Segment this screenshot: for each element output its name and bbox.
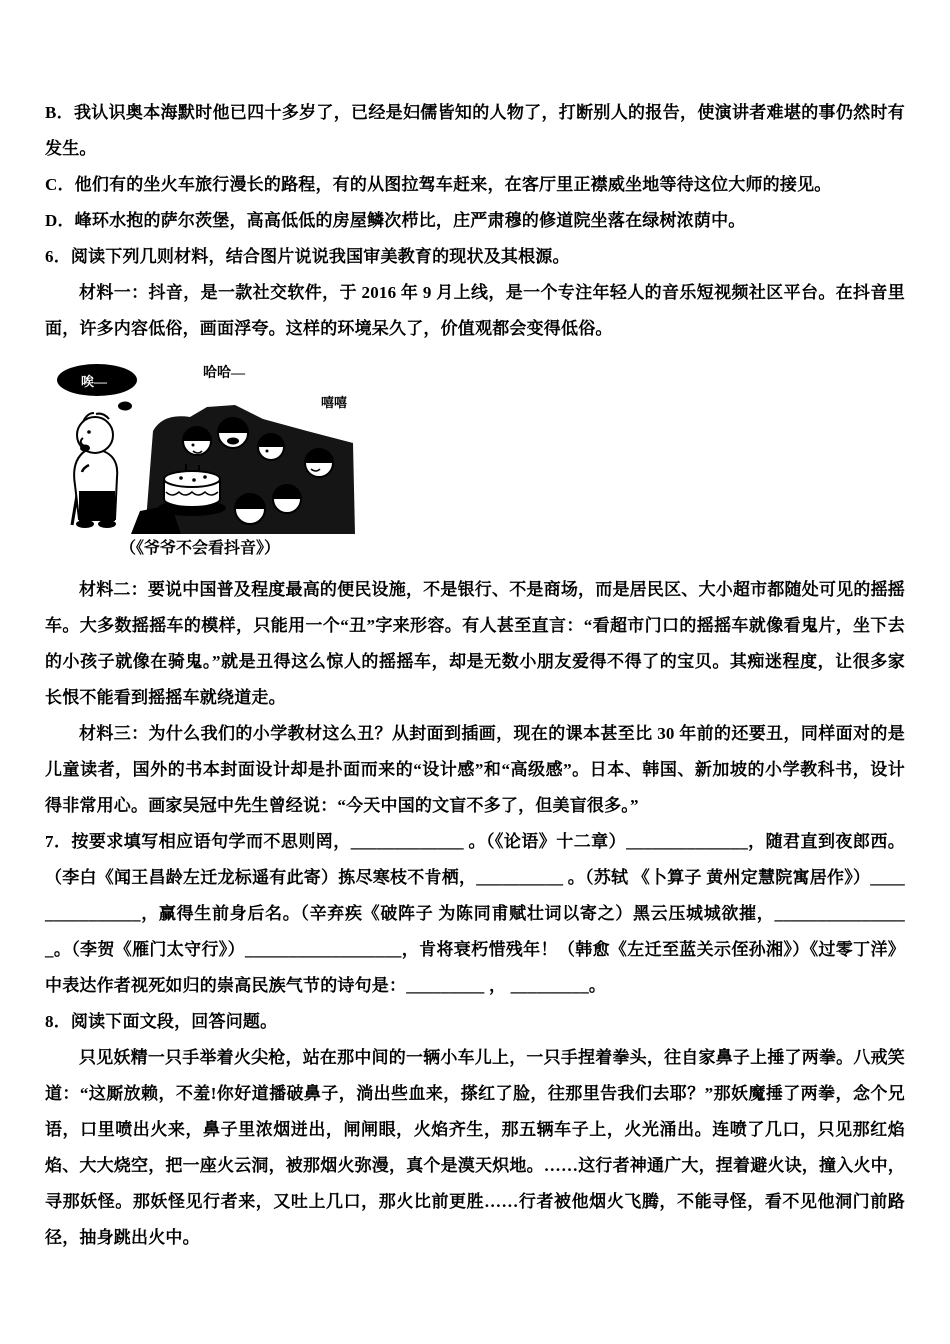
option-b-text: B．我认识奥本海默时他已四十多岁了，已经是妇儒皆知的人物了，打断别人的报告，使演讲者难堪的事仍然时有发生。 bbox=[45, 103, 905, 158]
material-2-paragraph: 材料二：要说中国普及程度最高的便民设施，不是银行、不是商场，而是居民区、大小超市都随处可见的摇摇车。大多数摇摇车的模样，只能用一个“丑”字来形容。有人甚至直言：“看超市门口的摇摇车就像看鬼片，坐下去的小孩子就像在骑鬼。”就是丑得这么惊人的摇摇车，却是无数小朋友爱得不得了的宝贝。其痴迷程度，让很多家长恨不能看到摇摇车就绕道走。 bbox=[45, 580, 905, 707]
laugh-text-right: 嘻嘻 bbox=[321, 395, 348, 410]
option-d-text: D．峰环水抱的萨尔茨堡，高高低低的房屋鳞次栉比，庄严肃穆的修道院坐落在绿树浓荫中。 bbox=[45, 211, 746, 230]
sigh-bubble bbox=[57, 364, 137, 411]
crowd-head bbox=[218, 418, 248, 448]
crowd-head bbox=[273, 485, 301, 513]
sigh-bubble-text: 唉— bbox=[81, 374, 108, 389]
crowd-figure bbox=[131, 405, 355, 534]
crowd-head bbox=[235, 494, 265, 524]
crowd-head bbox=[183, 427, 211, 455]
question-7-paragraph: 7．按要求填写相应语句学而不思则罔，_____________ 。（《论语》十二章）______________，随君直到夜郎西。（李白《闻王昌龄左迁龙标遥有此寄）拣尽寒枝不肯栖，__________ 。（苏轼 《卜算子 黄州定慧院寓居作》）_______________，赢得生前身后名。（辛弃疾《破阵子 为陈同甫赋壮词以寄之）黑云压城城欲摧，________________。（李贺《雁门太守行》）__________________，肯将衰朽惜残年！（韩愈《左迁至蓝关示侄孙湘》）《过零丁洋》中表达作者视死如归的崇高民族气节的诗句是：_________ ， _________。 bbox=[45, 832, 905, 995]
option-c-text: C．他们有的坐火车旅行漫长的路程，有的从图拉驾车赶来，在客厅里正襟威坐地等待这位大师的接见。 bbox=[45, 175, 832, 194]
question-6-prompt: 6．阅读下列几则材料，结合图片说说我国审美教育的现状及其根源。 bbox=[45, 247, 570, 266]
cartoon-caption: （《爷爷不会看抖音》） bbox=[119, 540, 280, 557]
crowd-head bbox=[305, 449, 333, 477]
crowd-head bbox=[258, 434, 284, 460]
cartoon-block bbox=[45, 359, 361, 562]
question-8-prompt: 8．阅读下面文段，回答问题。 bbox=[45, 1012, 278, 1031]
question-8-passage: 只见妖精一只手举着火尖枪，站在那中间的一辆小车儿上，一只手捏着拳头，往自家鼻子上捶了两拳。八戒笑道：“这厮放赖，不羞!你好道播破鼻子，淌出些血来，搽红了脸，往那里告我们去耶？”那妖魔捶了两拳，念个兄语，口里喷出火来，鼻子里浓烟迸出，闸闸眼，火焰齐生，那五辆车子上，火光涌出。连喷了几口，只见那红焰焰、大大烧空，把一座火云洞，被那烟火弥漫，真个是漠天炽地。……这行者神通广大，捏着避火诀，撞入火中，寻那妖怪。那妖怪见行者来，又吐上几口，那火比前更胜……行者被他烟火飞腾，不能寻怪，看不见他洞门前路径，抽身跳出火中。 bbox=[45, 1048, 905, 1247]
cartoon-illustration bbox=[45, 359, 355, 534]
old-man-figure bbox=[72, 413, 117, 528]
material-1-paragraph: 材料一：抖音，是一款社交软件，于 2016 年 9 月上线，是一个专注年轻人的音乐短视频社区平台。在抖音里面，许多内容低俗，画面浮夸。这样的环境呆久了，价值观都会变得低俗。 bbox=[45, 283, 905, 338]
material-3-paragraph: 材料三：为什么我们的小学教材这么丑？从封面到插画，现在的课本甚至比 30 年前的还要丑，同样面对的是儿童读者，国外的书本封面设计却是扑面而来的“设计感”和“高级感”。日本、韩国、新加坡的小学教科书，设计得非常用心。画家吴冠中先生曾经说：“今天中国的文盲不多了，但美盲很多。” bbox=[45, 724, 905, 815]
laugh-text-top: 哈哈— bbox=[203, 366, 245, 381]
cartoon-svg bbox=[45, 359, 355, 534]
